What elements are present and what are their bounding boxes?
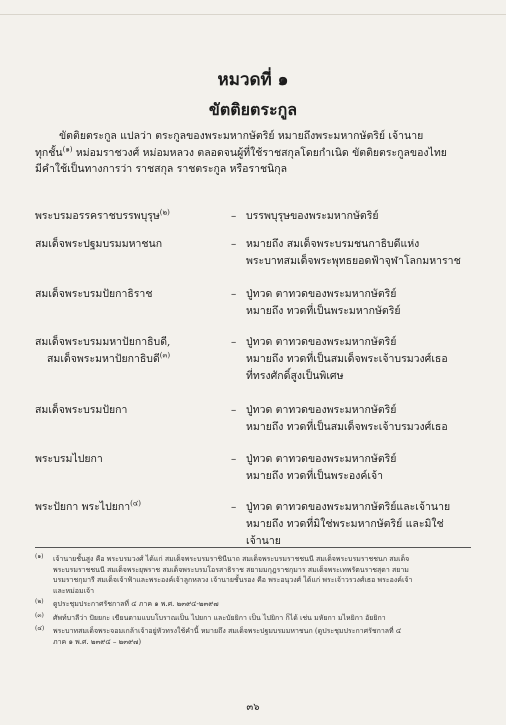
intro-line-2a: ทุกชั้น	[35, 146, 63, 159]
intro-paragraph	[35, 128, 470, 178]
footnote-mark: (๓)	[35, 611, 44, 619]
definition-term: สมเด็จพระบรมมหาปัยกาธิบดี, สมเด็จพระมหาปัยกาธิบดี$^{(๓)}$	[35, 336, 171, 365]
definition-term: สมเด็จพระปฐมบรมมหาชนก	[35, 238, 163, 250]
definition-term: สมเด็จพระบรมปัยกาธิราช	[35, 288, 153, 300]
footnote: (๓) ศัพท์บาลีว่า ปัยยกะ เขียนตามแบบโบราณเป็น ไปยกา และบัยยิกา เป็น ไปยิกา ก็ได้ เช่น มหัยกา มไหยิกา อัยยิกา	[35, 611, 386, 622]
footnote-ref: (๔)	[130, 499, 141, 508]
footnote-ref: (๒)	[159, 208, 170, 217]
definition-term: พระบรมไปยกา	[35, 453, 103, 465]
dash: –	[231, 336, 237, 348]
dash: –	[231, 288, 237, 300]
definition-text: บรรพบุรุษของพระมหากษัตริย์	[246, 210, 379, 222]
footnote-mark: (๑)	[35, 553, 44, 560]
definition-text: ปู่ทวด ตาทวดของพระมหากษัตริย์ หมายถึง ทวดที่เป็นสมเด็จพระเจ้าบรมวงศ์เธอ ที่ทรงศักดิ์สูงเป็นพิเศษ	[246, 336, 448, 382]
definition-term: สมเด็จพระบรมปัยกา	[35, 404, 128, 416]
page-edge-line	[0, 14, 506, 15]
definition-term: พระปัยกา พระไปยกา$^{(๔)}$	[35, 499, 141, 513]
definition-text: ปู่ทวด ตาทวดของพระมหากษัตริย์ หมายถึง ทวดที่เป็นสมเด็จพระเจ้าบรมวงศ์เธอ	[246, 404, 448, 433]
footnote-ref: (๓)	[159, 351, 171, 360]
dash: –	[231, 501, 237, 513]
dash: –	[231, 210, 237, 222]
definition-text: ปู่ทวด ตาทวดของพระมหากษัตริย์ หมายถึง ทวดที่เป็นพระองค์เจ้า	[246, 453, 397, 482]
chapter-number: หมวดที่ ๑	[217, 70, 289, 90]
chapter-title: ขัตติยตระกูล	[208, 100, 298, 119]
intro-line-1: ขัตติยตระกูล แปลว่า ตระกูลของพระมหากษัตริย์ หมายถึงพระมหากษัตริย์ เจ้านาย	[59, 130, 424, 142]
definition-term: พระบรมอรรคราชบรรพบุรุษ$^{(๒)}$	[35, 208, 170, 222]
definition-text: ปู่ทวด ตาทวดของพระมหากษัตริย์ หมายถึง ทวดที่เป็นพระมหากษัตริย์	[246, 288, 401, 317]
dash: –	[231, 404, 237, 416]
dash: –	[231, 238, 237, 250]
footnote-ref: (๑)	[62, 145, 73, 153]
page-number: ๓๖	[246, 702, 260, 713]
footnotes	[35, 547, 471, 650]
footnote: (๔) พระบาทสมเด็จพระจอมเกล้าเจ้าอยู่หัวทรงใช้คำนี้ หมายถึง สมเด็จพระปฐมบรมมหาชนก (ดูประชุมประกาศรัชกาลที่ ๔ ภาค ๑ พ.ศ. ๒๓๙๔ – ๒๓๙๗)	[35, 625, 402, 646]
footnote-mark: (๔)	[35, 625, 45, 632]
definition-text: ปู่ทวด ตาทวดของพระมหากษัตริย์และเจ้านาย หมายถึง ทวดที่มิใช่พระมหากษัตริย์ และมิใช่ เจ้านาย	[246, 501, 451, 547]
footnote-mark: (๒)	[35, 598, 44, 605]
intro-line-2	[35, 145, 470, 162]
intro-line-3: มีคำใช้เป็นทางการว่า ราชสกุล ราชตระกูล หรือราชนิกุล	[35, 163, 288, 175]
footnote: (๒) ดูประชุมประกาศรัชกาลที่ ๔ ภาค ๑ พ.ศ. ๒๓๙๔-๒๓๙๗	[35, 598, 219, 608]
definition-text: หมายถึง สมเด็จพระบรมชนกาธิบดีแห่ง พระบาทสมเด็จพระพุทธยอดฟ้าจุฬาโลกมหาราช	[246, 238, 461, 267]
footnote: (๑) เจ้านายชั้นสูง คือ พระบรมวงศ์ ได้แก่ สมเด็จพระบรมราชินีนาถ สมเด็จพระบรมราชชนนี สมเด็จพระบรมราชชนก สมเด็จ พระบรมราชชนนี สมเด็จพระยุพราช สมเด็จพระบรมโอรสาธิราช สยามมกุฎราชกุมาร สมเด็จพระเทพรัตนราชสุดา สยาม บรมราชกุมารี สมเด็จเจ้าฟ้าและพระองค์เจ้าลูกหลวง เจ้านายชั้นรอง คือ พระอนุวงศ์ ได้แก่ พระเจ้าวรวงศ์เธอ พระองค์เจ้า และหม่อมเจ้า	[35, 553, 413, 595]
dash: –	[231, 453, 237, 465]
intro-line-2b: หม่อมราชวงศ์ หม่อมหลวง ตลอดจนผู้ที่ใช้ราชสกุลโดยกำเนิด ขัตติยตระกูลของไทย	[72, 146, 447, 159]
